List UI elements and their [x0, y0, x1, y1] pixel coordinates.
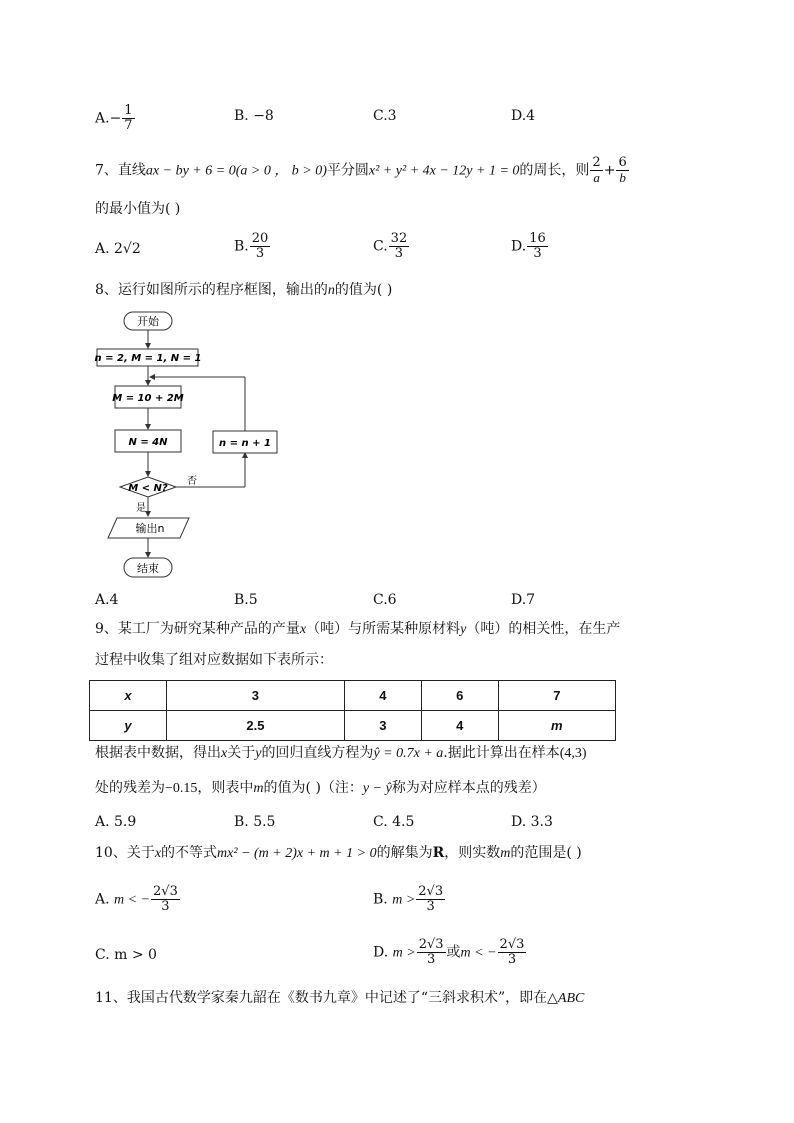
- table-cell: x: [90, 681, 167, 711]
- q8-option-d: D.7: [511, 592, 536, 608]
- table-cell: 6: [421, 681, 498, 711]
- table-cell: 2.5: [166, 711, 344, 741]
- flow-end-label: 结束: [137, 562, 159, 575]
- table-cell: 7: [498, 681, 615, 711]
- q9-stem-line4: 处的残差为−0.15，则表中m的值为( )（注：y − ŷ称为对应样本点的残差）: [95, 780, 546, 796]
- q7-fraction-6-over-b: $\frac{6}{b}$: [618, 155, 627, 185]
- table-row: [90, 711, 616, 741]
- q10-a-fraction: $\frac{2√3}{3}$: [153, 884, 178, 914]
- flow-yes-label: 是: [136, 503, 146, 514]
- flow-output-label: 输出n: [135, 522, 165, 535]
- q8-option-a: A.4: [95, 592, 119, 608]
- table-cell: m: [498, 711, 615, 741]
- q11-stem: 11、我国古代数学家秦九韶在《数书九章》中记述了“三斜求积术”，即在△ABC: [95, 990, 585, 1006]
- q8-option-c: C.6: [373, 592, 397, 608]
- q6-a-fraction: $\frac{1}{7}$: [124, 103, 133, 133]
- q8-stem: 8、运行如图所示的程序框图，输出的n的值为( ): [95, 282, 393, 298]
- q6-option-c: C.3: [373, 108, 397, 124]
- q7-option-d: D. $\frac{16}{3}$: [511, 231, 546, 261]
- q10-option-c: C. m > 0: [95, 947, 157, 963]
- flow-inc-label: n = n + 1: [219, 438, 271, 449]
- q7-option-b: B. $\frac{20}{3}$: [234, 231, 269, 261]
- q7-d-fraction: $\frac{16}{3}$: [529, 231, 546, 261]
- q7-b-fraction: $\frac{20}{3}$: [251, 231, 269, 261]
- table-cell: 4: [344, 681, 421, 711]
- q10-d-fraction-2: $\frac{2√3}{3}$: [499, 937, 525, 967]
- q10-option-a: A. m < − $\frac{2√3}{3}$: [95, 884, 178, 914]
- table-cell: 3: [166, 681, 344, 711]
- q7-option-a: A. 2√2: [95, 241, 141, 257]
- table-cell: 3: [344, 711, 421, 741]
- q7-option-c: C. $\frac{32}{3}$: [373, 231, 408, 261]
- q9-data-table: [89, 680, 616, 741]
- q10-stem: 10、关于x的不等式mx² − (m + 2)x + m + 1 > 0的解集为R，则实数m的范围是( ): [95, 845, 582, 861]
- q6-option-a: A.− $\frac{1}{7}$: [95, 103, 133, 133]
- q6-option-d: D.4: [511, 108, 536, 124]
- q10-d-fraction-1: $\frac{2√3}{3}$: [418, 937, 444, 967]
- table-cell: y: [90, 711, 167, 741]
- q9-option-a: A. 5.9: [95, 814, 137, 830]
- q9-stem-line2: 过程中收集了组对应数据如下表所示：: [95, 652, 333, 668]
- q7-c-fraction: $\frac{32}{3}$: [390, 231, 408, 261]
- q7-fraction-2-over-a: $\frac{2}{a}$: [592, 155, 601, 185]
- q9-stem-line1: 9、某工厂为研究某种产品的产量x（吨）与所需某种原材料y（吨）的相关性，在生产: [95, 621, 621, 637]
- flow-m-step-label: M = 10 + 2M: [112, 393, 184, 404]
- table-row: [90, 681, 616, 711]
- q10-option-b: B. m > $\frac{2√3}{3}$: [373, 884, 444, 914]
- q9-option-b: B. 5.5: [234, 814, 276, 830]
- q9-option-d: D. 3.3: [511, 814, 553, 830]
- q7-stem: 7、直线ax − by + 6 = 0(a > 0 ， b > 0)平分圆x² + y² + 4x − 12y + 1 = 0的周长，则 $\frac{2}{a}$ + $\frac{6}{b}$: [95, 155, 627, 185]
- q9-option-c: C. 4.5: [373, 814, 415, 830]
- table-cell: 4: [421, 711, 498, 741]
- flow-init-label: n = 2, M = 1, N = 1: [94, 353, 202, 364]
- flow-decision-label: M < N?: [128, 483, 168, 494]
- q7-stem-line2: 的最小值为( ): [95, 201, 181, 217]
- flow-no-label: 否: [187, 476, 197, 487]
- q9-stem-line3: 根据表中数据，得出x关于y的回归直线方程为ŷ = 0.7x + a.据此计算出在样本(4,3): [95, 745, 587, 761]
- q10-b-fraction: $\frac{2√3}{3}$: [418, 884, 444, 914]
- q6-option-b: B. −8: [234, 108, 274, 124]
- q8-option-b: B.5: [234, 592, 258, 608]
- flow-start-label: 开始: [137, 315, 159, 328]
- flow-n-step-label: N = 4N: [128, 437, 168, 448]
- q10-option-d: D. m > $\frac{2√3}{3}$ 或m < − $\frac{2√3}{3}$: [373, 937, 525, 967]
